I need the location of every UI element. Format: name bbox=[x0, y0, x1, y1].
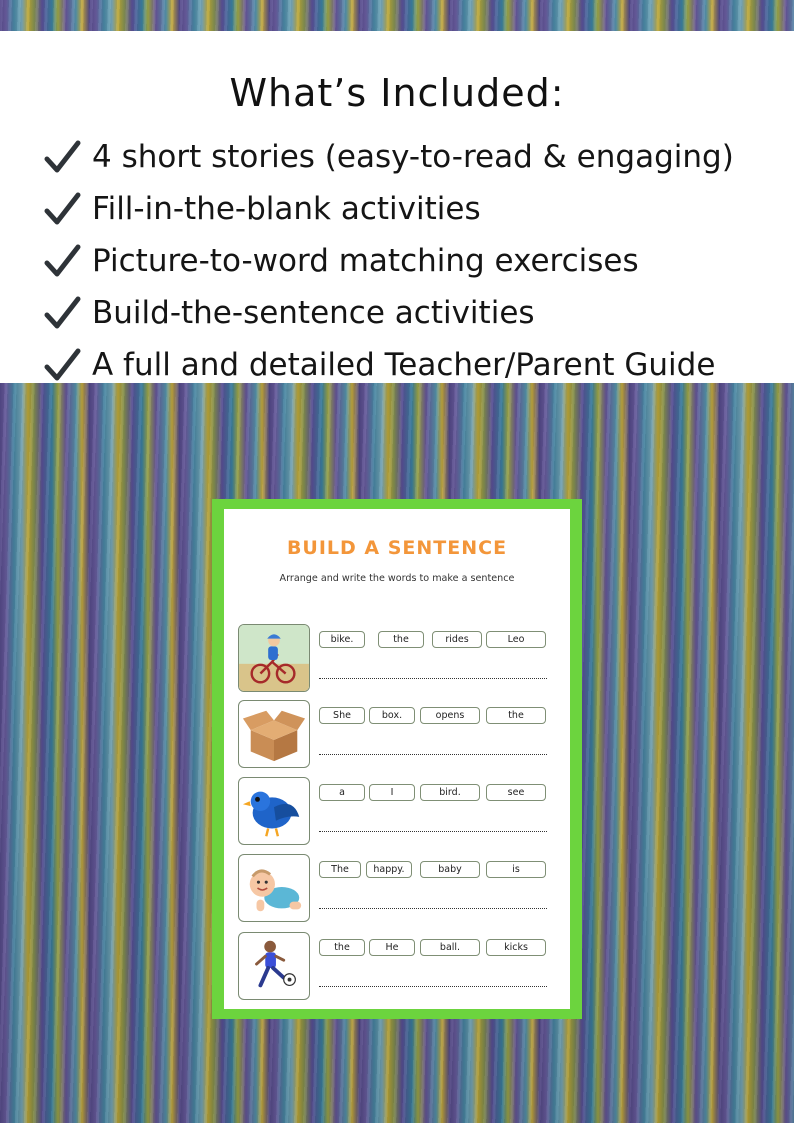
blue-bird-icon bbox=[239, 778, 309, 844]
sentence-row bbox=[238, 700, 558, 770]
word-tile: a bbox=[319, 784, 365, 801]
checkmark-icon bbox=[42, 241, 82, 281]
word-tile: kicks bbox=[486, 939, 546, 956]
word-tile: bike. bbox=[319, 631, 365, 648]
answer-line bbox=[319, 908, 547, 909]
worksheet-title: BUILD A SENTENCE bbox=[286, 537, 508, 559]
feature-item bbox=[42, 235, 734, 287]
word-tile: bird. bbox=[420, 784, 480, 801]
word-tile: happy. bbox=[366, 861, 412, 878]
included-title: What’s Included: bbox=[229, 71, 565, 115]
sentence-row bbox=[238, 624, 558, 694]
feature-item bbox=[42, 287, 734, 339]
picture-box bbox=[238, 854, 310, 922]
word-tile: see bbox=[486, 784, 546, 801]
answer-line bbox=[319, 678, 547, 679]
picture-box bbox=[238, 624, 310, 692]
picture-box bbox=[238, 777, 310, 845]
word-tile: is bbox=[486, 861, 546, 878]
feature-text: Fill-in-the-blank activities bbox=[92, 191, 481, 227]
word-tile: The bbox=[319, 861, 361, 878]
word-tile: baby bbox=[420, 861, 480, 878]
feature-text: Build-the-sentence activities bbox=[92, 295, 535, 331]
answer-line bbox=[319, 754, 547, 755]
word-tile: Leo bbox=[486, 631, 546, 648]
feature-item bbox=[42, 339, 734, 391]
word-tile: opens bbox=[420, 707, 480, 724]
answer-line bbox=[319, 986, 547, 987]
boy-kicking-ball-icon bbox=[239, 933, 309, 999]
included-panel bbox=[0, 31, 794, 383]
picture-box bbox=[238, 932, 310, 1000]
checkmark-icon bbox=[42, 345, 82, 385]
word-tile: the bbox=[319, 939, 365, 956]
boy-riding-bike-icon bbox=[239, 625, 309, 691]
answer-line bbox=[319, 831, 547, 832]
feature-list bbox=[42, 131, 734, 391]
cardboard-box-icon bbox=[239, 701, 309, 767]
feature-item bbox=[42, 131, 734, 183]
word-tile: She bbox=[319, 707, 365, 724]
sentence-row bbox=[238, 932, 558, 1002]
word-tile: rides bbox=[432, 631, 482, 648]
word-tile: ball. bbox=[420, 939, 480, 956]
feature-text: Picture-to-word matching exercises bbox=[92, 243, 639, 279]
worksheet-frame bbox=[212, 499, 582, 1019]
feature-text: A full and detailed Teacher/Parent Guide bbox=[92, 347, 716, 383]
checkmark-icon bbox=[42, 293, 82, 333]
worksheet-page bbox=[224, 509, 570, 1009]
sentence-row bbox=[238, 777, 558, 847]
sentence-row bbox=[238, 854, 558, 924]
word-tile: box. bbox=[369, 707, 415, 724]
crawling-baby-icon bbox=[239, 855, 309, 921]
picture-box bbox=[238, 700, 310, 768]
feature-item bbox=[42, 183, 734, 235]
word-tile: the bbox=[486, 707, 546, 724]
worksheet-instructions: Arrange and write the words to make a sentence bbox=[279, 573, 515, 584]
word-tile: I bbox=[369, 784, 415, 801]
checkmark-icon bbox=[42, 189, 82, 229]
feature-text: 4 short stories (easy-to-read & engaging) bbox=[92, 139, 734, 175]
word-tile: He bbox=[369, 939, 415, 956]
word-tile: the bbox=[378, 631, 424, 648]
checkmark-icon bbox=[42, 137, 82, 177]
